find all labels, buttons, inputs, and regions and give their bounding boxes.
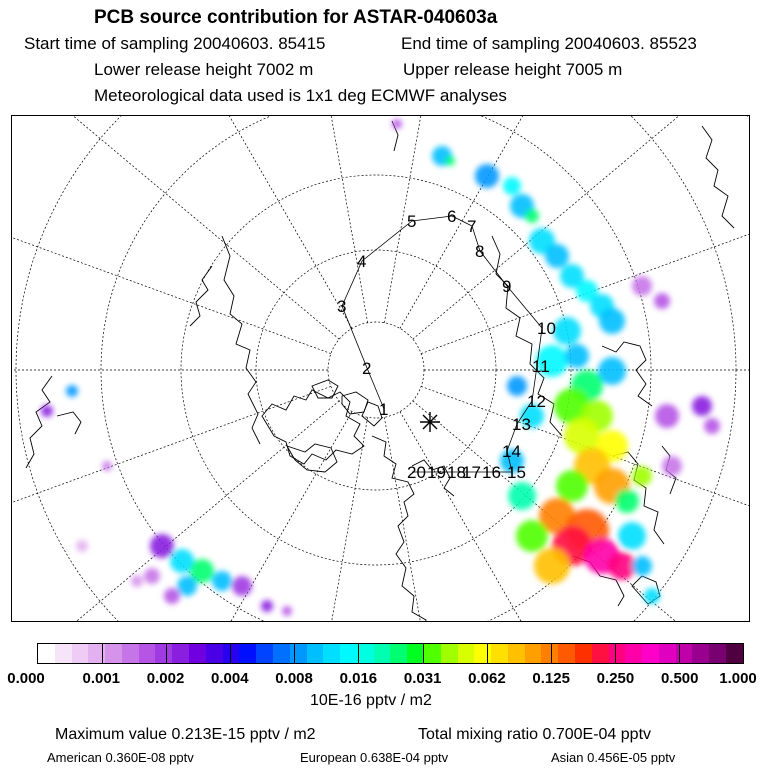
colorbar-tick (102, 644, 103, 663)
concentration-blob (177, 576, 197, 596)
meridian-line (12, 386, 331, 622)
concentration-blob (615, 489, 639, 513)
trajectory-hour-label: 12 (527, 392, 546, 411)
concentration-blob (565, 344, 589, 368)
meridian-line (12, 116, 331, 354)
colorbar-segment (609, 644, 626, 663)
colorbar (37, 643, 744, 664)
trajectory-hour-label: 14 (502, 442, 521, 461)
colorbar-segment (491, 644, 508, 663)
trajectory-hour-label: 20 (407, 463, 426, 482)
colorbar-tick (294, 644, 295, 663)
colorbar-tick-label: 0.125 (532, 670, 570, 687)
colorbar-tick-label: 0.002 (146, 670, 185, 687)
concentration-blob (445, 156, 455, 166)
colorbar-tick (679, 644, 680, 663)
colorbar-tick-label: 0.500 (660, 670, 699, 687)
concentration-blob (545, 244, 569, 268)
trajectory-hour-label: 7 (467, 217, 477, 236)
concentration-blob (232, 576, 252, 596)
concentration-blob (632, 276, 652, 296)
trajectory-hour-label: 11 (532, 357, 550, 376)
upper-release-text: Upper release height 7005 m (403, 60, 623, 79)
concentration-blob (76, 540, 88, 552)
concentration-blob (598, 357, 626, 385)
colorbar-segment (72, 644, 89, 663)
trajectory-hour-label: 1 (379, 400, 389, 419)
trajectory-hour-label: 2 (362, 359, 372, 378)
concentration-blob (655, 404, 679, 428)
colorbar-tick-label: 0.000 (7, 670, 45, 687)
colorbar-segment (407, 644, 424, 663)
concentration-blob (131, 575, 143, 587)
colorbar-segment (172, 644, 189, 663)
concentration-blob (508, 482, 536, 510)
colorbar-segment (558, 644, 575, 663)
colorbar-segment (474, 644, 491, 663)
colorbar-segment (642, 644, 659, 663)
concentration-blob (534, 548, 570, 584)
colorbar-segment (340, 644, 357, 663)
trajectory-hour-label: 3 (337, 297, 347, 316)
colorbar-segment (659, 644, 676, 663)
total-mixing-text: Total mixing ratio 0.700E-04 pptv (418, 726, 652, 743)
concentration-blob (144, 568, 160, 584)
colorbar-tick (615, 644, 616, 663)
lower-release-text: Lower release height 7002 m (94, 60, 314, 79)
colorbar-tick-label: 0.250 (596, 670, 635, 687)
colorbar-segment (424, 644, 441, 663)
maximum-value-text: Maximum value 0.213E-15 pptv / m2 (55, 726, 316, 743)
meridian-line (220, 116, 368, 323)
colorbar-segment (139, 644, 156, 663)
colorbar-segment (256, 644, 273, 663)
american-contribution: American 0.360E-08 pptv (47, 750, 194, 765)
concentration-blob (507, 376, 527, 396)
concentration-blob (102, 461, 112, 471)
trajectory-hour-label: 4 (357, 252, 367, 271)
figure-title: PCB source contribution for ASTAR-040603a (94, 7, 498, 28)
colorbar-segment (458, 644, 475, 663)
concentration-blob (41, 405, 53, 417)
european-contribution: European 0.638E-04 pptv (300, 750, 449, 765)
map-panel (11, 115, 750, 622)
concentration-blob (66, 385, 78, 397)
colorbar-segment (575, 644, 592, 663)
concentration-blob (475, 164, 499, 188)
trajectory-hour-label: 10 (537, 319, 556, 338)
colorbar-tick (551, 644, 552, 663)
colorbar-segment (374, 644, 391, 663)
concentration-blob (618, 522, 646, 550)
colorbar-tick (230, 644, 231, 663)
colorbar-tick-label: 1.000 (719, 670, 757, 687)
colorbar-segment (726, 644, 743, 663)
concentration-blob (608, 552, 636, 580)
colorbar-tick-label: 0.031 (403, 670, 442, 687)
concentration-blob (282, 606, 292, 616)
colorbar-segment (709, 644, 726, 663)
trajectory-hour-label: 13 (512, 415, 531, 434)
concentration-blob (654, 293, 670, 309)
start-time-text: Start time of sampling 20040603. 85415 (24, 34, 326, 53)
colorbar-segment (155, 644, 172, 663)
colorbar-tick (358, 644, 359, 663)
concentration-blob (525, 209, 539, 223)
colorbar-tick (166, 644, 167, 663)
colorbar-segment (323, 644, 340, 663)
colorbar-tick-label: 0.001 (82, 670, 121, 687)
colorbar-segment (239, 644, 256, 663)
colorbar-tick (487, 644, 488, 663)
colorbar-segment (625, 644, 642, 663)
colorbar-segment (390, 644, 407, 663)
meridian-line (413, 116, 750, 339)
concentration-blob (150, 534, 174, 558)
colorbar-segment (189, 644, 206, 663)
concentration-blob (164, 588, 180, 604)
colorbar-tick (423, 644, 424, 663)
colorbar-segment (55, 644, 72, 663)
colorbar-segment (307, 644, 324, 663)
concentration-plume (41, 119, 720, 616)
meridian-line (12, 401, 339, 622)
colorbar-tick-label: 0.008 (275, 670, 313, 687)
trajectory-hour-label: 8 (475, 242, 485, 261)
trajectory-hour-label: 19 (427, 463, 446, 482)
trajectory-hour-label: 9 (502, 277, 512, 296)
concentration-blob (662, 456, 682, 476)
colorbar-segment (122, 644, 139, 663)
concentration-blob (704, 418, 720, 434)
trajectory-hour-label: 16 (482, 463, 501, 482)
concentration-blob (556, 470, 588, 502)
colorbar-segment (525, 644, 542, 663)
asian-contribution: Asian 0.456E-05 pptv (551, 750, 676, 765)
colorbar-segment (105, 644, 122, 663)
colorbar-segment (692, 644, 709, 663)
colorbar-segment (290, 644, 307, 663)
concentration-blob (599, 308, 625, 334)
trajectory-hour-label: 15 (507, 463, 526, 482)
concentration-blob (392, 119, 402, 129)
colorbar-segment (441, 644, 458, 663)
meridian-line (12, 116, 352, 328)
concentration-blob (632, 466, 652, 486)
trajectory-hour-label: 5 (407, 212, 417, 231)
colorbar-segment (508, 644, 525, 663)
trajectory-hour-label: 18 (447, 463, 466, 482)
colorbar-segment (592, 644, 609, 663)
concentration-blob (516, 520, 548, 552)
colorbar-segment (206, 644, 223, 663)
trajectory-hour-label: 6 (447, 207, 457, 226)
concentration-blob (503, 177, 521, 195)
colorbar-tick-label: 0.062 (468, 670, 506, 687)
concentration-blob (692, 396, 712, 416)
concentration-blob (261, 600, 273, 612)
release-point-star-icon (420, 412, 440, 432)
colorbar-unit: 10E-16 pptv / m2 (310, 692, 432, 709)
concentration-blob (632, 556, 652, 576)
end-time-text: End time of sampling 20040603. 85523 (401, 34, 697, 53)
meridian-line (12, 116, 339, 339)
colorbar-tick-label: 0.004 (211, 670, 249, 687)
concentration-blob (212, 571, 232, 591)
colorbar-segment (273, 644, 290, 663)
polar-map (12, 116, 750, 622)
concentration-blob (553, 317, 581, 345)
trajectory-hour-label: 17 (462, 463, 481, 482)
met-data-text: Meteorological data used is 1x1 deg ECMWF analyses (94, 86, 507, 105)
concentration-blob (644, 588, 660, 604)
colorbar-tick-label: 0.016 (339, 670, 378, 687)
colorbar-segment (38, 644, 55, 663)
